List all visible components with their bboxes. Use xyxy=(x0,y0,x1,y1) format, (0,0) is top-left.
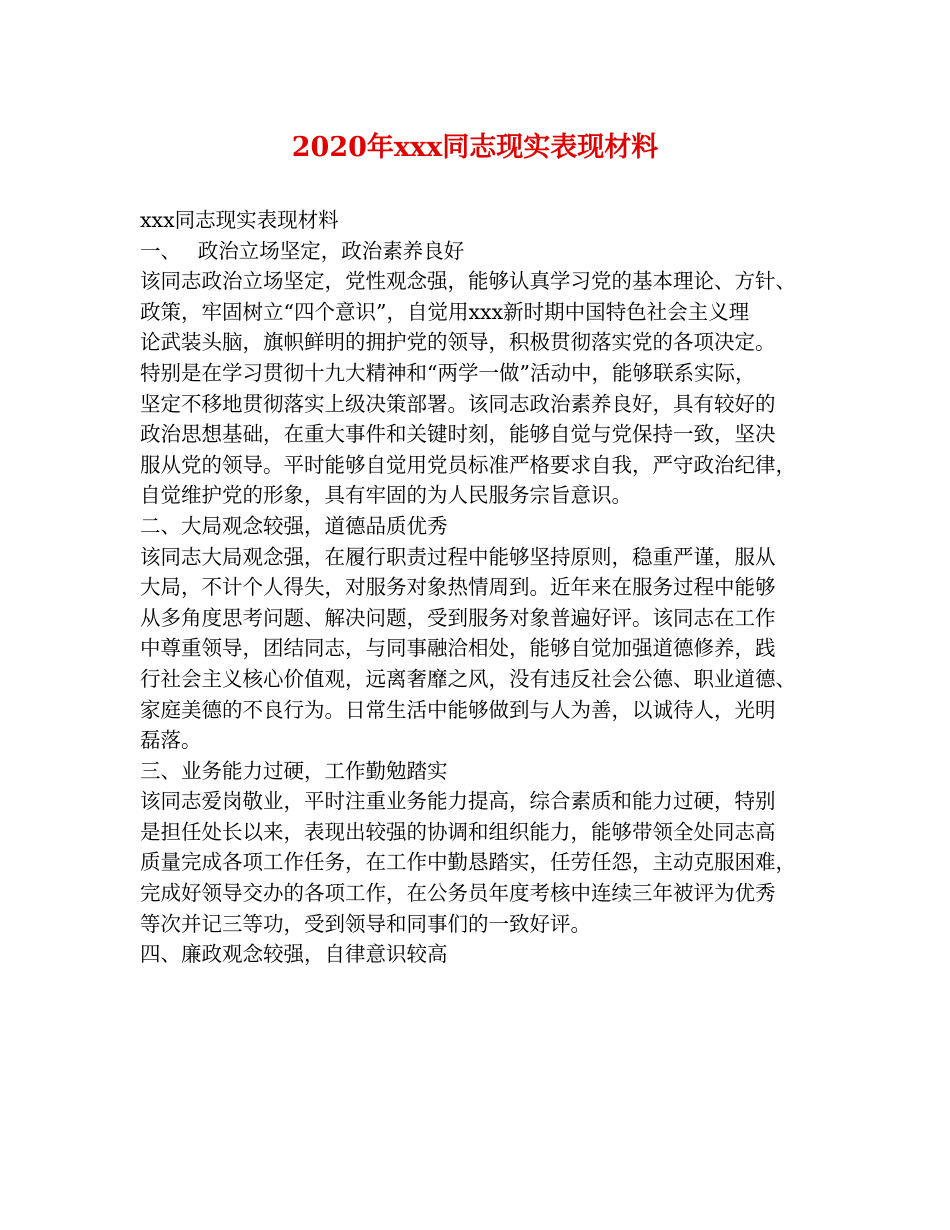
document-body xyxy=(140,205,840,970)
paragraph-line: 质量完成各项工作任务，在工作中勤恳踏实，任劳任怨，主动克服困难， xyxy=(140,850,796,875)
subtitle-line: xxx同志现实表现材料 xyxy=(140,208,339,232)
section-heading-2: 二、大局观念较强，道德品质优秀 xyxy=(140,513,448,538)
paragraph-line: 服从党的领导。平时能够自觉用党员标准严格要求自我，严守政治纪律， xyxy=(140,452,796,477)
paragraph-line: 磊落。 xyxy=(140,728,202,753)
document-title: 2020年xxx同志现实表现材料 xyxy=(291,132,659,163)
paragraph-line: 政策，牢固树立“四个意识”，自觉用xxx新时期中国特色社会主义理 xyxy=(140,299,750,324)
paragraph-line: 该同志爱岗敬业，平时注重业务能力提高，综合素质和能力过硬，特别 xyxy=(140,789,776,814)
paragraph-line: 是担任处长以来，表现出较强的协调和组织能力，能够带领全处同志高 xyxy=(140,819,776,844)
section-heading-1: 一、 政治立场坚定，政治素养良好 xyxy=(140,238,465,263)
paragraph-line: 从多角度思考问题、解决问题，受到服务对象普遍好评。该同志在工作 xyxy=(140,605,776,630)
paragraph-line: 该同志大局观念强，在履行职责过程中能够坚持原则，稳重严谨，服从 xyxy=(140,544,776,569)
paragraph-line: 政治思想基础，在重大事件和关键时刻，能够自觉与党保持一致，坚决 xyxy=(140,422,776,447)
paragraph-line: 论武装头脑，旗帜鲜明的拥护党的领导，积极贯彻落实党的各项决定。 xyxy=(140,330,776,355)
section-heading-4: 四、廉政观念较强，自律意识较高 xyxy=(140,942,448,967)
paragraph-line: 坚定不移地贯彻落实上级决策部署。该同志政治素养良好，具有较好的 xyxy=(140,391,776,416)
paragraph-line: 家庭美德的不良行为。日常生活中能够做到与人为善，以诚待人，光明 xyxy=(140,697,776,722)
paragraph-line: 行社会主义核心价值观，远离奢靡之风，没有违反社会公德、职业道德、 xyxy=(140,666,796,691)
section-heading-3: 三、业务能力过硬，工作勤勉踏实 xyxy=(140,758,448,783)
paragraph-line: 自觉维护党的形象，具有牢固的为人民服务宗旨意识。 xyxy=(140,483,632,508)
paragraph-line: 中尊重领导，团结同志，与同事融洽相处，能够自觉加强道德修养，践 xyxy=(140,636,776,661)
paragraph-line: 大局，不计个人得失，对服务对象热情周到。近年来在服务过程中能够 xyxy=(140,575,776,600)
paragraph-line: 该同志政治立场坚定，党性观念强，能够认真学习党的基本理论、方针、 xyxy=(140,269,796,294)
paragraph-line: 完成好领导交办的各项工作，在公务员年度考核中连续三年被评为优秀 xyxy=(140,881,776,906)
paragraph-line: 特别是在学习贯彻十九大精神和“两学一做”活动中，能够联系实际， xyxy=(140,360,756,385)
paragraph-line: 等次并记三等功，受到领导和同事们的一致好评。 xyxy=(140,911,591,936)
